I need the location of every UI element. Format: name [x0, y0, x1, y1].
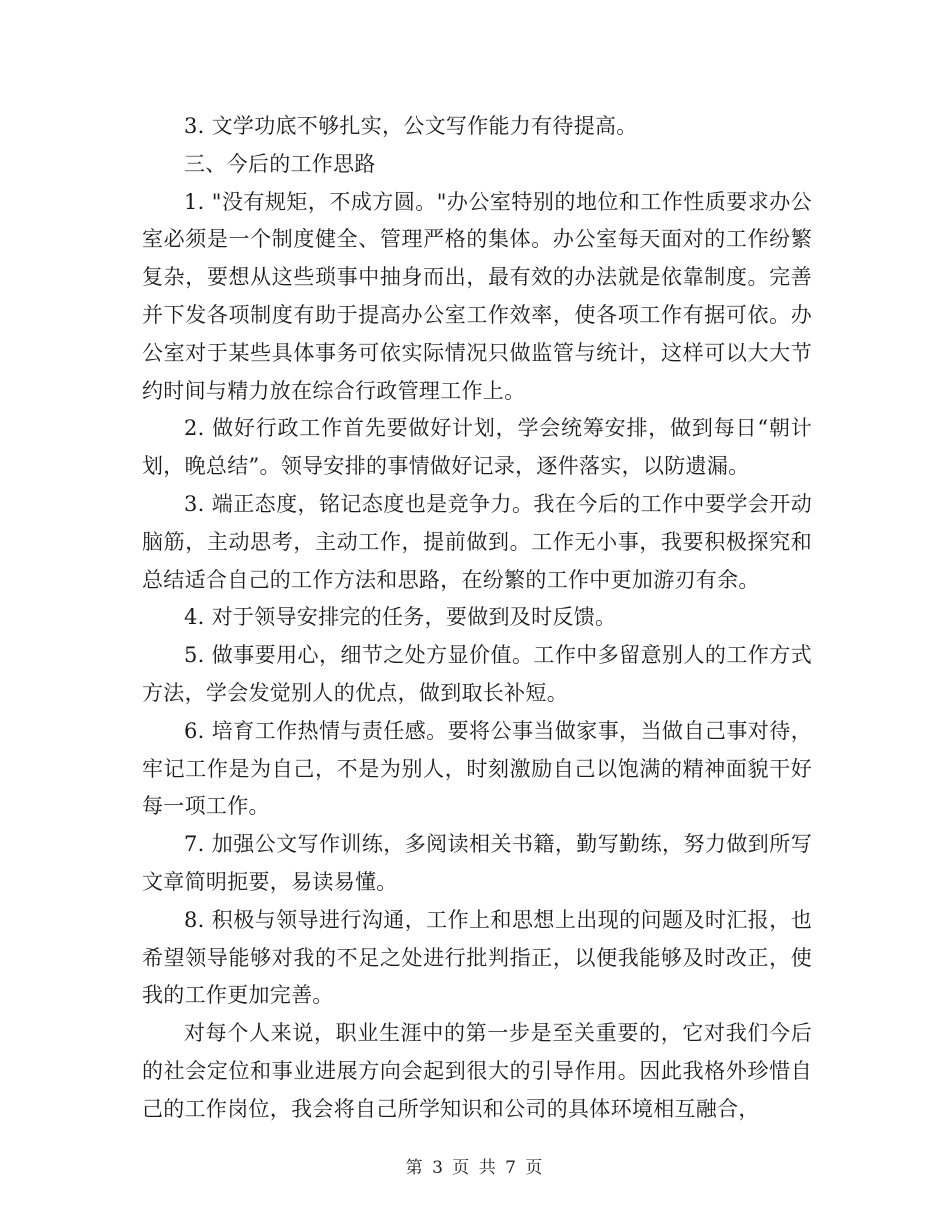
- paragraph-item-1: 1. "没有规矩，不成方圆。"办公室特别的地位和工作性质要求办公室必须是一个制度健全、管理严格的集体。办公室每天面对的工作纷繁复杂，要想从这些琐事中抽身而出，最有效的办法就是依靠制度。完善并下发各项制度有助于提高办公室工作效率，使各项工作有据可依。办公室对于某些具体事务可依实际情况只做监管与统计，这样可以大大节约时间与精力放在综合行政管理工作上。: [142, 189, 812, 403]
- paragraph-item-8: 8. 积极与领导进行沟通，工作上和思想上出现的问题及时汇报，也希望领导能够对我的不足之处进行批判指正，以便我能够及时改正，使我的工作更加完善。: [142, 907, 812, 1008]
- paragraph-item-3: 3. 端正态度，铭记态度也是竞争力。我在今后的工作中要学会开动脑筋，主动思考，主动工作，提前做到。工作无小事，我要积极探究和总结适合自己的工作方法和思路，在纷繁的工作中更加游刃有余。: [142, 491, 812, 592]
- paragraph-item-7: 7. 加强公文写作训练，多阅读相关书籍，勤写勤练，努力做到所写文章简明扼要，易读易懂。: [142, 832, 812, 894]
- section-heading-future-work: 三、今后的工作思路: [184, 151, 376, 176]
- paragraph-weakness-3: 3. 文学功底不够扎实，公文写作能力有待提高。: [184, 114, 638, 138]
- paragraph-item-6: 6. 培育工作热情与责任感。要将公事当做家事，当做自己事对待，牢记工作是为自己，不是为别人，时刻激励自己以饱满的精神面貌干好每一项工作。: [142, 718, 812, 819]
- paragraph-item-4: 4. 对于领导安排完的任务，要做到及时反馈。: [184, 605, 617, 630]
- paragraph-conclusion: 对每个人来说，职业生涯中的第一步是至关重要的，它对我们今后的社会定位和事业进展方向会起到很大的引导作用。因此我格外珍惜自己的工作岗位，我会将自己所学知识和公司的具体环境相互融合，: [142, 1021, 812, 1121]
- page-number-footer: 第 3 页 共 7 页: [405, 1158, 545, 1178]
- paragraph-item-2: 2. 做好行政工作首先要做好计划，学会统筹安排，做到每日“朝计划，晚总结”。领导安排的事情做好记录，逐件落实，以防遗漏。: [142, 416, 812, 479]
- document-body: [142, 108, 812, 1129]
- paragraph-item-5: 5. 做事要用心，细节之处方显价值。工作中多留意别人的工作方式方法，学会发觉别人的优点，做到取长补短。: [142, 643, 812, 705]
